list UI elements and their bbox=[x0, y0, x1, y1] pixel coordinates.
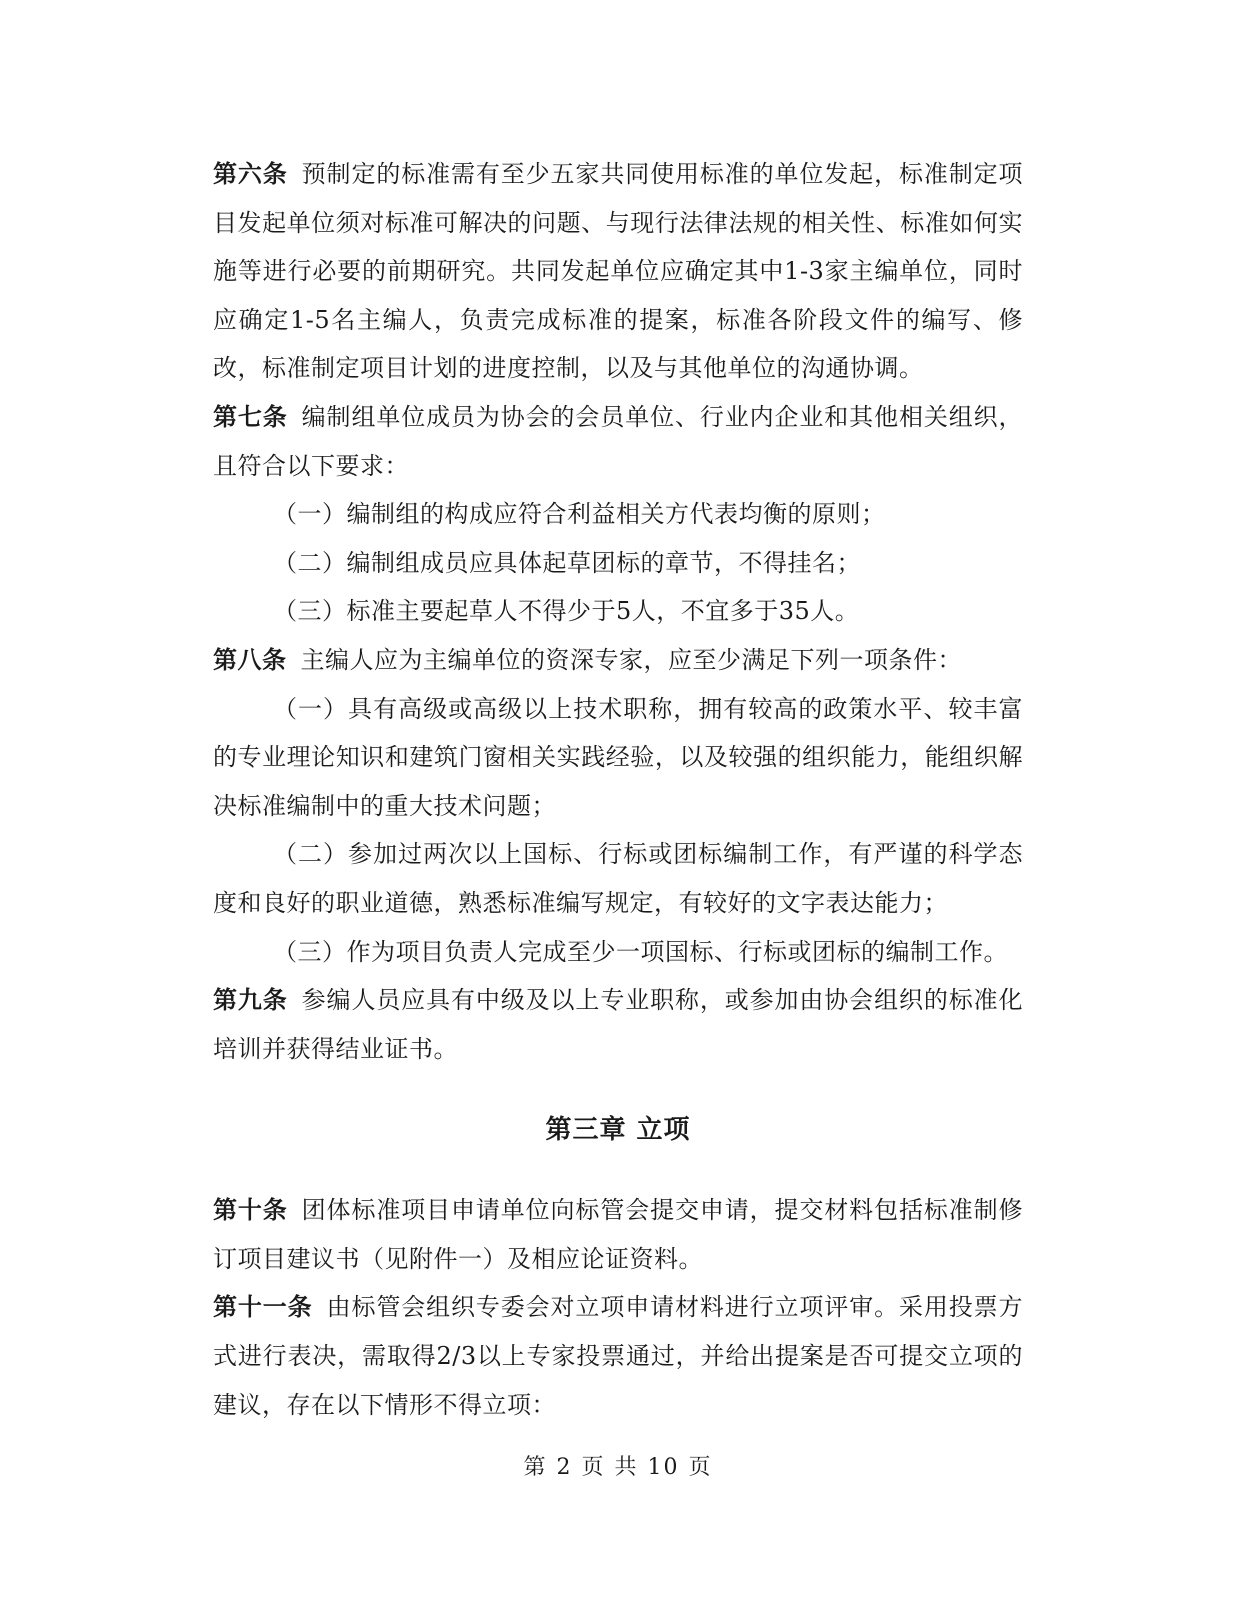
article-8 bbox=[213, 636, 1023, 685]
article-text: 编制组单位成员为协会的会员单位、行业内企业和其他相关组织，且符合以下要求： bbox=[213, 402, 1024, 480]
chapter-title: 第三章 立项 bbox=[545, 1115, 691, 1146]
article-9 bbox=[213, 976, 1023, 1073]
article-text: 参编人员应具有中级及以上专业职称，或参加由协会组织的标准化培训并获得结业证书。 bbox=[213, 986, 1024, 1063]
article-text: 团体标准项目申请单位向标管会提交申请，提交材料包括标准制修订项目建议书（见附件一）及相应论证资料。 bbox=[213, 1196, 1024, 1273]
article-label: 第十一条 bbox=[213, 1293, 313, 1322]
article-7-item-1: （一）编制组的构成应符合利益相关方代表均衡的原则； bbox=[273, 500, 886, 529]
article-8-item-3: （三）作为项目负责人完成至少一项国标、行标或团标的编制工作。 bbox=[273, 937, 1008, 966]
article-7-item-3: （三）标准主要起草人不得少于5人，不宜多于35人。 bbox=[273, 597, 860, 626]
article-label: 第八条 bbox=[213, 645, 287, 674]
article-8-item-2: （二）参加过两次以上国标、行标或团标编制工作，有严谨的科学态度和良好的职业道德，熟悉标准编写规定，有较好的文字表达能力； bbox=[213, 840, 1023, 917]
article-label: 第九条 bbox=[213, 986, 288, 1015]
article-label: 第十条 bbox=[213, 1196, 288, 1225]
article-8-item-1: （一）具有高级或高级以上技术职称，拥有较高的政策水平、较丰富的专业理论知识和建筑门窗相关实践经验，以及较强的组织能力，能组织解决标准编制中的重大技术问题； bbox=[213, 694, 1023, 820]
article-11 bbox=[213, 1283, 1023, 1429]
article-text: 预制定的标准需有至少五家共同使用标准的单位发起，标准制定项目发起单位须对标准可解决的问题、与现行法律法规的相关性、标准如何实施等进行必要的前期研究。共同发起单位应确定其中1-3家主编单位，同时应确定1-5名主编人，负责完成标准的提案，标准各阶段文件的编写、修改，标准制定项目计划的进度控制，以及与其他单位的沟通协调。 bbox=[213, 160, 1024, 383]
article-10 bbox=[213, 1186, 1023, 1283]
article-7 bbox=[213, 393, 1023, 490]
article-label: 第七条 bbox=[213, 402, 288, 431]
article-label: 第六条 bbox=[213, 160, 288, 188]
article-7-item-2: （二）编制组成员应具体起草团标的章节，不得挂名； bbox=[273, 548, 861, 577]
page-number-footer: 第 2 页 共 10 页 bbox=[523, 1455, 713, 1480]
article-text: 由标管会组织专委会对立项申请材料进行立项评审。采用投票方式进行表决，需取得2/3以上专家投票通过，并给出提案是否可提交立项的建议，存在以下情形不得立项： bbox=[213, 1293, 1024, 1419]
article-6 bbox=[213, 150, 1023, 393]
article-text: 主编人应为主编单位的资深专家，应至少满足下列一项条件： bbox=[300, 645, 962, 674]
document-body bbox=[213, 150, 1023, 1429]
